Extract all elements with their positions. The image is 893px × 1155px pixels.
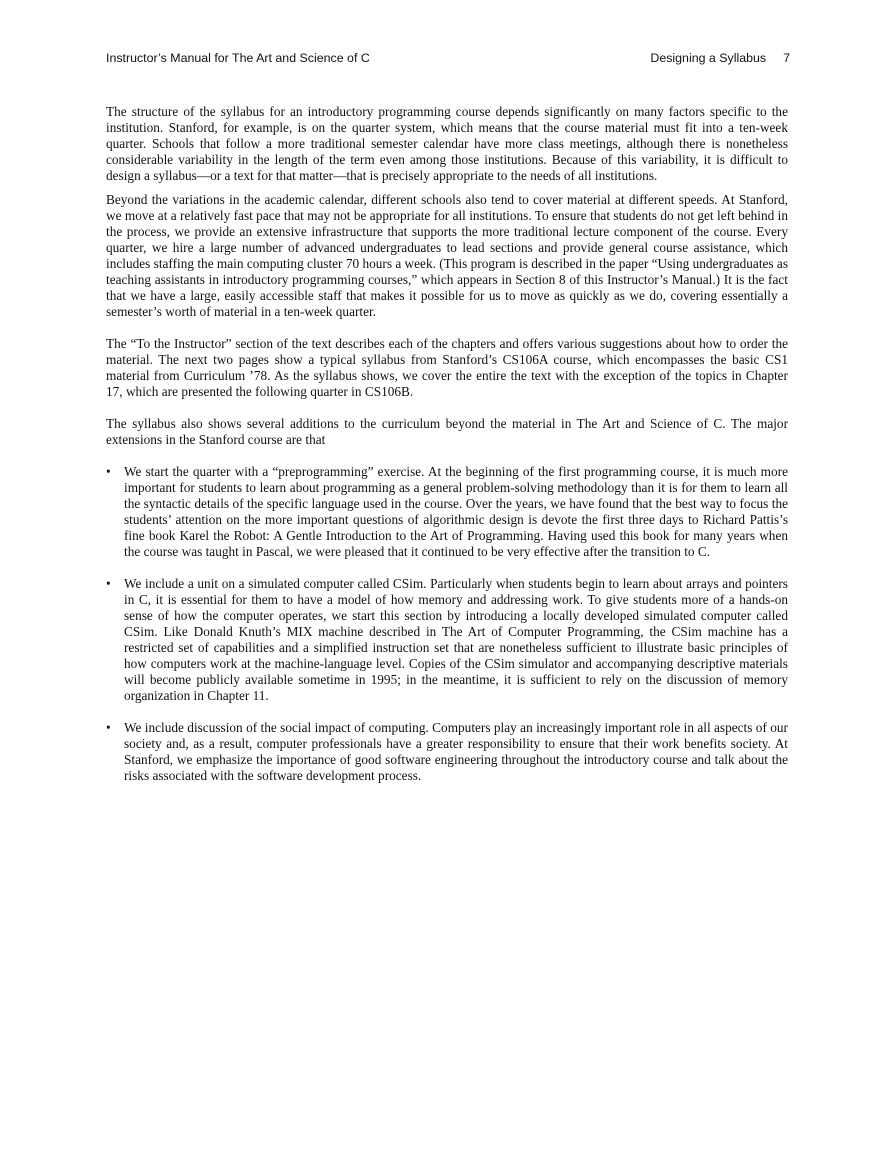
running-header <box>106 51 790 69</box>
list-item-text: We start the quarter with a “preprogramming” exercise. At the beginning of the first programming course, it is much more important for students to learn about programming as a general problem-solving methodology than it is for them to learn all the syntactic details of the specific language used in the course. Over the years, we have found that the best way to focus the students’ attention on the more important questions of algorithmic design is devote the first three days to Richard Pattis’s fine book Karel the Robot: A Gentle Introduction to the Art of Programming. Having used this book for many years when the course was taught in Pascal, we were pleased that it continued to be very effective after the transition to C. <box>124 464 788 559</box>
bullet-icon: • <box>106 464 111 479</box>
extensions-list <box>106 464 788 784</box>
bullet-icon: • <box>106 576 111 591</box>
header-section-title: Designing a Syllabus <box>650 51 767 65</box>
list-item-text: We include a unit on a simulated computer called CSim. Particularly when students begin to learn about arrays and pointers in C, it is essential for them to have a model of how memory and addressing work. To give students more of a hands-on sense of how the computer operates, we start this section by introducing a locally developed simulated computer called CSim. Like Donald Knuth’s MIX machine described in The Art of Computer Programming, the CSim machine has a restricted set of capabilities and a simplified instruction set that are nonetheless sufficient to illustrate basic principles of how computers work at the machine-language level. Copies of the CSim simulator and accompanying descriptive materials will become publicly available sometime in 1995; in the meantime, it is sufficient to rely on the discussion of memory organization in Chapter 11. <box>124 576 788 703</box>
list-item-text: We include discussion of the social impact of computing. Computers play an increasingly important role in all aspects of our society and, as a result, computer professionals have a greater responsibility to ensure that their work benefits society. At Stanford, we emphasize the importance of good software engineering throughout the introductory course and talk about the risks associated with the software development process. <box>124 720 788 783</box>
paragraph-to-the-instructor: The “To the Instructor” section of the text describes each of the chapters and offers various suggestions about how to order the material. The next two pages show a typical syllabus from Stanford’s CS106A course, which encompasses the basic CS1 material from Curriculum ’78. As the syllabus shows, we cover the entire the text with the exception of the topics in Chapter 17, which are presented the following quarter in CS106B. <box>106 336 788 399</box>
list-item-preprogramming <box>106 464 788 560</box>
paragraph-syllabus-structure: The structure of the syllabus for an introductory programming course depends significantly on many factors specific to the institution. Stanford, for example, is on the quarter system, which means that the course material must fit into a ten-week quarter. Schools that follow a more traditional semester calendar have more class meetings, although there is nonetheless considerable variability in the length of the term even among those institutions. Because of this variability, it is difficult to design a syllabus—or a text for that matter—that is precisely appropriate to the needs of all institutions. <box>106 104 788 183</box>
paragraph-academic-calendar: Beyond the variations in the academic calendar, different schools also tend to cover material at different speeds. At Stanford, we move at a relatively fast pace that may not be appropriate for all institutions. To ensure that students do not get left behind in the process, we provide an extensive infrastructure that supports the more traditional lecture component of the course. Every quarter, we hire a large number of advanced undergraduates to lead sections and provide general course assistance, which includes staffing the main computing cluster 70 hours a week. (This program is described in the paper “Using undergraduates as teaching assistants in introductory programming courses,” which appears in Section 8 of this Instructor’s Manual.) It is the fact that we have a large, easily accessible staff that makes it possible for us to move as quickly as we do, covering essentially a semester’s worth of material in a ten-week quarter. <box>106 192 788 319</box>
list-item-social-impact <box>106 720 788 784</box>
bullet-icon: • <box>106 720 111 735</box>
header-section-and-page <box>650 51 790 65</box>
body-text <box>106 104 788 784</box>
list-item-csim <box>106 576 788 704</box>
page-number: 7 <box>783 51 790 65</box>
header-book-title: Instructor’s Manual for The Art and Science of C <box>106 51 370 65</box>
paragraph-syllabus-additions: The syllabus also shows several additions to the curriculum beyond the material in The Art and Science of C. The major extensions in the Stanford course are that <box>106 416 788 447</box>
